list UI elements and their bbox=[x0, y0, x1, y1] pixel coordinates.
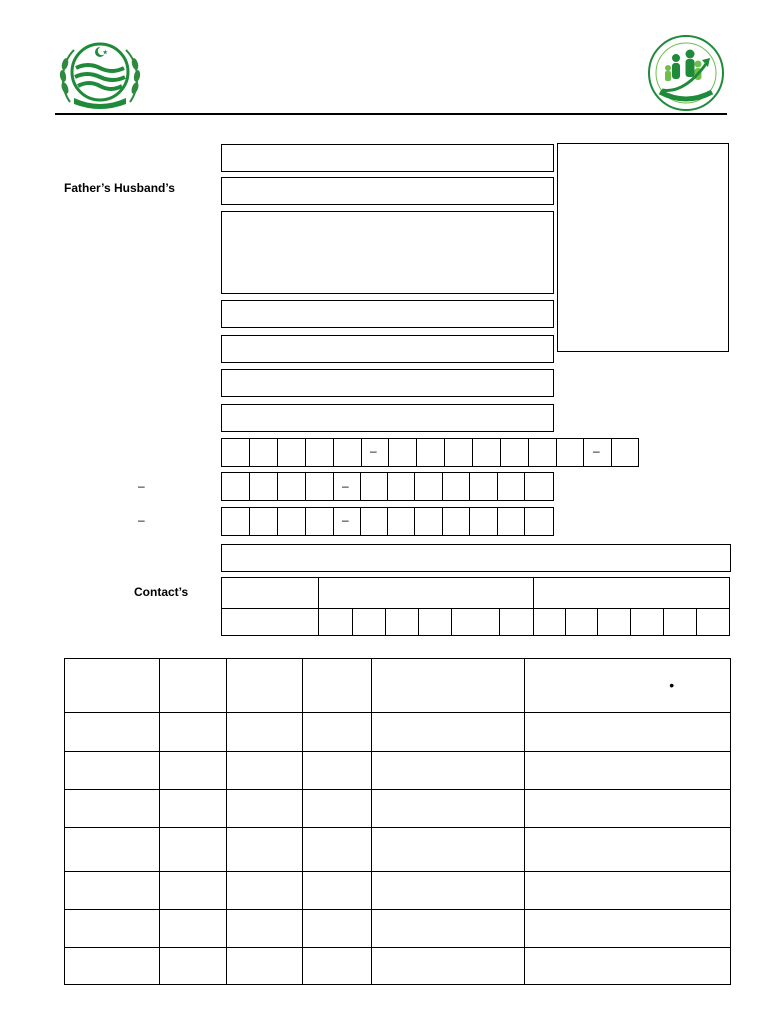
table-cell[interactable] bbox=[302, 910, 371, 948]
table-cell[interactable] bbox=[226, 948, 302, 985]
digit-box[interactable] bbox=[387, 507, 415, 536]
table-cell[interactable] bbox=[525, 752, 731, 790]
digit-box[interactable] bbox=[305, 472, 334, 501]
table-cell[interactable] bbox=[159, 790, 226, 828]
cnic-dash-label-1: – bbox=[138, 479, 145, 493]
table-cell[interactable] bbox=[226, 752, 302, 790]
name-field[interactable] bbox=[221, 144, 554, 172]
contact-header-cell bbox=[318, 577, 534, 609]
cnic-dash-label-2: – bbox=[138, 513, 145, 527]
digit-box[interactable] bbox=[414, 472, 443, 501]
table-cell[interactable] bbox=[302, 713, 371, 752]
cnic-digit-box[interactable] bbox=[611, 438, 639, 467]
table-cell[interactable] bbox=[65, 790, 160, 828]
table-cell[interactable] bbox=[525, 910, 731, 948]
cnic-dash: – bbox=[370, 444, 377, 458]
punjab-socio-economic-registry-logo-icon bbox=[644, 34, 728, 112]
table-cell[interactable] bbox=[65, 752, 160, 790]
digit-box[interactable] bbox=[360, 472, 388, 501]
contact-digit-box[interactable] bbox=[696, 608, 730, 636]
digit-box[interactable] bbox=[277, 472, 306, 501]
digit-box[interactable] bbox=[249, 472, 278, 501]
digit-box[interactable] bbox=[387, 472, 415, 501]
contact-digit-box[interactable] bbox=[385, 608, 419, 636]
table-row bbox=[65, 948, 731, 985]
table-cell[interactable] bbox=[371, 910, 525, 948]
contact-digit-box[interactable] bbox=[418, 608, 452, 636]
contact-digit-box[interactable] bbox=[597, 608, 631, 636]
digit-box[interactable] bbox=[442, 472, 470, 501]
contact-digit-box[interactable] bbox=[499, 608, 534, 636]
contact-digit-box[interactable] bbox=[565, 608, 598, 636]
table-header-cell bbox=[302, 659, 371, 713]
digit-box[interactable] bbox=[221, 472, 250, 501]
table-cell[interactable] bbox=[159, 910, 226, 948]
table-cell[interactable] bbox=[302, 828, 371, 872]
cnic-digit-box[interactable] bbox=[500, 438, 529, 467]
table-cell[interactable] bbox=[65, 828, 160, 872]
address-field[interactable] bbox=[221, 211, 554, 294]
table-cell[interactable] bbox=[226, 910, 302, 948]
table-row bbox=[65, 828, 731, 872]
cnic-digit-box[interactable] bbox=[556, 438, 584, 467]
table-row bbox=[65, 910, 731, 948]
header-divider bbox=[55, 113, 727, 115]
cnic-digit-box[interactable] bbox=[472, 438, 501, 467]
photo-box[interactable] bbox=[557, 143, 729, 352]
table-cell[interactable] bbox=[302, 790, 371, 828]
cnic-digit-box[interactable] bbox=[221, 438, 250, 467]
table-header-cell bbox=[159, 659, 226, 713]
digit-box[interactable] bbox=[360, 507, 388, 536]
cnic-digit-box[interactable] bbox=[416, 438, 445, 467]
contact-digit-box[interactable] bbox=[352, 608, 386, 636]
table-cell[interactable] bbox=[159, 752, 226, 790]
table-cell[interactable] bbox=[65, 910, 160, 948]
table-cell[interactable] bbox=[371, 828, 525, 872]
table-cell[interactable] bbox=[302, 752, 371, 790]
cnic-digit-box[interactable] bbox=[277, 438, 306, 467]
table-cell[interactable] bbox=[525, 828, 731, 872]
field-row-6[interactable] bbox=[221, 335, 554, 363]
table-cell[interactable] bbox=[65, 948, 160, 985]
table-cell[interactable] bbox=[525, 713, 731, 752]
field-row-5[interactable] bbox=[221, 300, 554, 328]
contact-digit-box[interactable] bbox=[663, 608, 697, 636]
cnic-dash: – bbox=[593, 444, 600, 458]
father-husband-label: Father’s Husband’s bbox=[64, 181, 175, 195]
table-header-row bbox=[65, 659, 731, 713]
contact-header-cell bbox=[221, 577, 319, 609]
table-cell[interactable] bbox=[159, 872, 226, 910]
contact-header-cell bbox=[533, 577, 730, 609]
digit-box[interactable] bbox=[497, 472, 525, 501]
digit-box[interactable] bbox=[277, 507, 306, 536]
table-cell[interactable] bbox=[159, 713, 226, 752]
table-cell[interactable] bbox=[226, 872, 302, 910]
table-cell[interactable] bbox=[65, 872, 160, 910]
table-row bbox=[65, 752, 731, 790]
field-row-8[interactable] bbox=[221, 404, 554, 432]
contact-digit-box[interactable] bbox=[318, 608, 353, 636]
table-cell[interactable] bbox=[226, 713, 302, 752]
field-row-7[interactable] bbox=[221, 369, 554, 397]
digit-box[interactable] bbox=[524, 472, 554, 501]
cnic-digit-box[interactable] bbox=[333, 438, 362, 467]
contact-type-cell[interactable] bbox=[221, 608, 319, 636]
cnic-digit-box[interactable] bbox=[444, 438, 473, 467]
contact-digit-box[interactable] bbox=[630, 608, 664, 636]
table-cell[interactable] bbox=[525, 872, 731, 910]
digit-box[interactable] bbox=[469, 507, 498, 536]
cnic-digit-box[interactable] bbox=[388, 438, 417, 467]
table-cell[interactable] bbox=[159, 828, 226, 872]
table-cell[interactable] bbox=[226, 790, 302, 828]
digit-box[interactable] bbox=[221, 507, 250, 536]
number-dash: – bbox=[342, 479, 349, 493]
cnic-digit-box[interactable] bbox=[249, 438, 278, 467]
contact-digit-box[interactable] bbox=[533, 608, 566, 636]
table-header-cell bbox=[371, 659, 525, 713]
table-row bbox=[65, 872, 731, 910]
punjab-government-emblem-icon bbox=[56, 40, 144, 112]
digit-box[interactable] bbox=[524, 507, 554, 536]
father-husband-name-field[interactable] bbox=[221, 177, 554, 205]
table-cell[interactable] bbox=[525, 790, 731, 828]
table-cell[interactable] bbox=[525, 948, 731, 985]
contact-label: Contact’s bbox=[134, 585, 189, 599]
table-cell[interactable] bbox=[371, 752, 525, 790]
table-header-cell bbox=[525, 659, 731, 713]
digit-box[interactable] bbox=[497, 507, 525, 536]
table-header-cell bbox=[226, 659, 302, 713]
digit-box[interactable] bbox=[469, 472, 498, 501]
table-cell[interactable] bbox=[65, 713, 160, 752]
table-cell[interactable] bbox=[226, 828, 302, 872]
table-cell[interactable] bbox=[302, 948, 371, 985]
digit-box[interactable] bbox=[305, 507, 334, 536]
table-header-cell bbox=[65, 659, 160, 713]
table-cell[interactable] bbox=[302, 872, 371, 910]
digit-box[interactable] bbox=[442, 507, 470, 536]
members-table bbox=[64, 658, 731, 985]
cnic-digit-box[interactable] bbox=[528, 438, 557, 467]
table-cell[interactable] bbox=[371, 948, 525, 985]
table-row bbox=[65, 713, 731, 752]
table-cell[interactable] bbox=[371, 713, 525, 752]
table-cell[interactable] bbox=[159, 948, 226, 985]
wide-field[interactable] bbox=[221, 544, 731, 572]
digit-box[interactable] bbox=[249, 507, 278, 536]
cnic-digit-box[interactable] bbox=[305, 438, 334, 467]
table-cell[interactable] bbox=[371, 790, 525, 828]
digit-box[interactable] bbox=[414, 507, 443, 536]
table-row bbox=[65, 790, 731, 828]
bullet-mark: • bbox=[669, 677, 675, 693]
contact-digit-box[interactable] bbox=[451, 608, 500, 636]
number-dash: – bbox=[342, 513, 349, 527]
table-cell[interactable] bbox=[371, 872, 525, 910]
